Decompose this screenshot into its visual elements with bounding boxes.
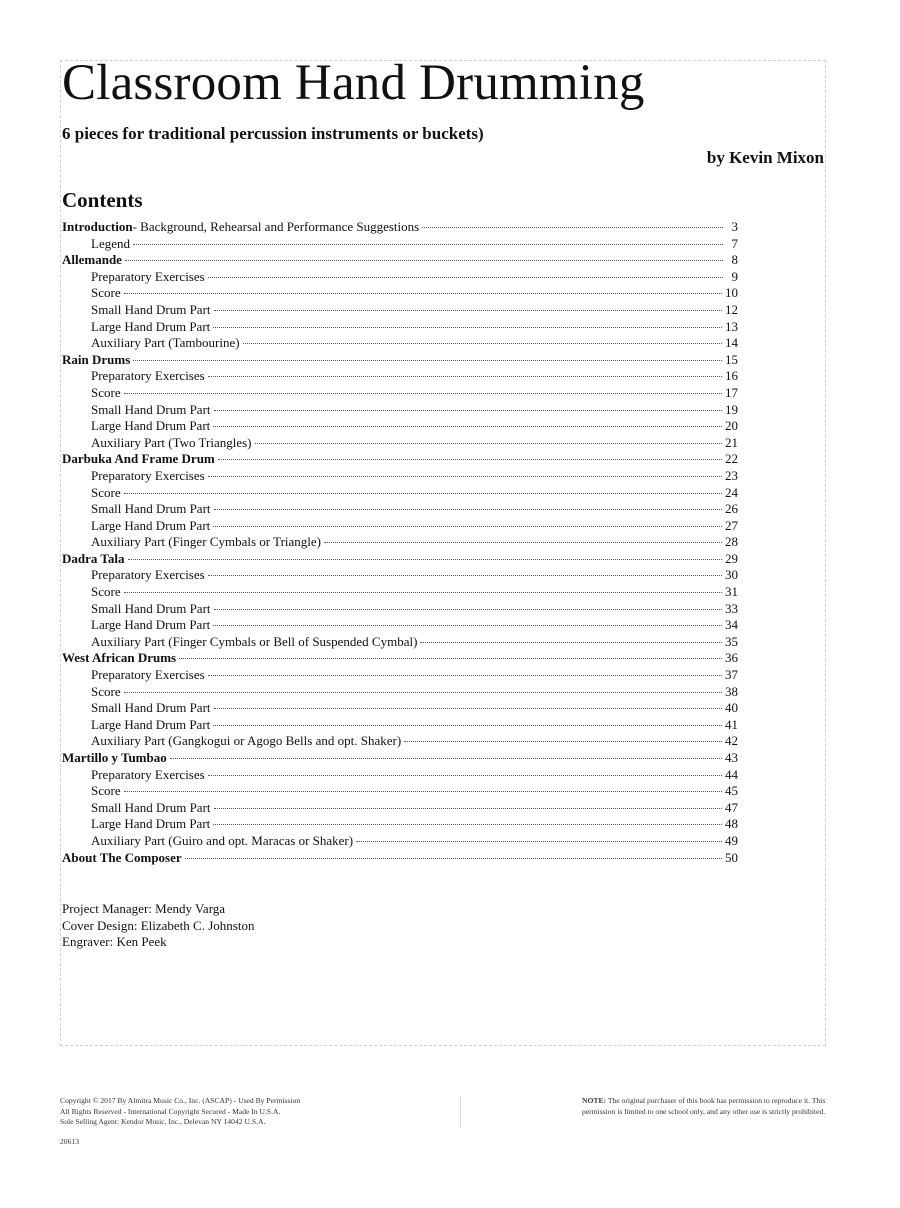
toc-page-number: 45 [725, 783, 738, 799]
toc-dot-leader [255, 443, 723, 444]
toc-entry-label: Preparatory Exercises [91, 268, 205, 284]
toc-subsection-entry [62, 717, 738, 734]
toc-page-number: 21 [725, 434, 738, 450]
toc-dot-leader [214, 310, 722, 311]
toc-dot-leader [356, 841, 722, 842]
toc-entry-label: Large Hand Drum Part [91, 617, 211, 633]
toc-subsection-entry [62, 435, 738, 452]
toc-subsection-entry [62, 634, 738, 651]
copyright-line: Sole Selling Agent: Kendor Music, Inc., Delevan NY 14042 U.S.A. [60, 1117, 266, 1126]
toc-dot-leader [124, 791, 722, 792]
toc-entry-label: Large Hand Drum Part [91, 517, 211, 533]
toc-page-number: 23 [725, 467, 738, 483]
toc-subsection-entry [62, 302, 738, 319]
toc-entry-label: Martillo y Tumbao [62, 750, 167, 765]
toc-dot-leader [214, 808, 722, 809]
toc-entry-label: Auxiliary Part (Two Triangles) [91, 434, 252, 450]
toc-dot-leader [128, 559, 723, 560]
toc-page-number: 50 [725, 849, 738, 865]
toc-entry-label: Auxiliary Part (Guiro and opt. Maracas or Shaker) [91, 832, 354, 848]
toc-dot-leader [214, 708, 722, 709]
toc-dot-leader [133, 360, 722, 361]
toc-page-number: 48 [725, 816, 738, 832]
toc-page-number: 13 [725, 318, 738, 334]
toc-section-entry [62, 750, 738, 767]
toc-entry-label: About The Composer [62, 849, 182, 865]
toc-dot-leader [243, 343, 722, 344]
toc-page-number: 24 [725, 484, 738, 500]
table-of-contents [62, 219, 738, 866]
toc-entry-label: Preparatory Exercises [91, 567, 205, 583]
toc-subsection-entry [62, 767, 738, 784]
toc-page-number: 36 [725, 650, 738, 666]
toc-dot-leader [213, 725, 722, 726]
toc-subsection-entry [62, 335, 738, 352]
toc-entry-label: Auxiliary Part (Finger Cymbals or Triangle) [91, 534, 322, 550]
toc-entry-label: Large Hand Drum Part [91, 816, 211, 832]
toc-subsection-entry [62, 418, 738, 435]
toc-page-number: 14 [725, 335, 738, 351]
toc-entry-label: Dadra Tala [62, 550, 125, 566]
toc-page-number: 12 [725, 301, 738, 317]
toc-subsection-entry [62, 816, 738, 833]
toc-subsection-entry [62, 468, 738, 485]
toc-page-number: 29 [725, 550, 738, 566]
toc-section-entry [62, 650, 738, 667]
toc-subsection-entry [62, 501, 738, 518]
toc-dot-leader [218, 459, 722, 460]
toc-entry-label: Score [91, 584, 121, 600]
toc-entry-label: Small Hand Drum Part [91, 501, 211, 517]
toc-entry-label: Preparatory Exercises [91, 467, 205, 483]
toc-dot-leader [124, 393, 722, 394]
toc-subsection-entry [62, 269, 738, 286]
toc-page-number: 37 [725, 667, 738, 683]
toc-dot-leader [208, 775, 722, 776]
toc-dot-leader [179, 658, 722, 659]
toc-dot-leader [213, 625, 722, 626]
toc-entry-label: Large Hand Drum Part [91, 716, 211, 732]
toc-dot-leader [208, 277, 723, 278]
note-text: The original purchaser of this book has permission to reproduce it. This permission is limited to one school only, and any other use is strictly prohibited. [582, 1096, 826, 1116]
toc-section-entry [62, 551, 738, 568]
toc-dot-leader [214, 609, 722, 610]
toc-page-number: 41 [725, 716, 738, 732]
toc-dot-leader [124, 692, 722, 693]
toc-page-number: 9 [731, 268, 738, 284]
toc-dot-leader [213, 327, 722, 328]
page-subtitle: 6 pieces for traditional percussion instruments or buckets) [62, 124, 484, 143]
toc-page-number: 28 [725, 534, 738, 550]
toc-page-number: 44 [725, 766, 738, 782]
toc-subsection-entry [62, 733, 738, 750]
toc-entry-label: West African Drums [62, 650, 177, 666]
credits [62, 901, 254, 951]
toc-page-number: 33 [725, 600, 738, 616]
toc-entry-label: Auxiliary Part (Finger Cymbals or Bell of Suspended Cymbal) [91, 633, 418, 649]
toc-page-number: 8 [731, 252, 738, 268]
toc-subsection-entry [62, 236, 738, 253]
toc-dot-leader [185, 858, 722, 859]
toc-page-number: 30 [725, 567, 738, 583]
toc-subsection-entry [62, 833, 738, 850]
toc-entry-label: Score [91, 484, 121, 500]
toc-dot-leader [213, 526, 722, 527]
toc-subsection-entry [62, 368, 738, 385]
toc-subsection-entry [62, 285, 738, 302]
note-label: NOTE: [582, 1096, 607, 1105]
toc-entry-label: Rain Drums [62, 351, 131, 367]
toc-page-number: 7 [731, 235, 738, 251]
toc-dot-leader [208, 376, 722, 377]
toc-section-entry [62, 252, 738, 269]
toc-subsection-entry [62, 667, 738, 684]
toc-entry-label: Auxiliary Part (Tambourine) [91, 335, 240, 351]
reproduction-note [582, 1096, 840, 1117]
toc-entry-label: Preparatory Exercises [91, 766, 205, 782]
toc-entry-label: Auxiliary Part (Gangkogui or Agogo Bells and opt. Shaker) [91, 733, 402, 749]
toc-page-number: 35 [725, 633, 738, 649]
toc-subsection-entry [62, 567, 738, 584]
toc-page-number: 20 [725, 418, 738, 434]
toc-dot-leader [124, 293, 722, 294]
copyright-line: All Rights Reserved - International Copyright Secured - Made In U.S.A. [60, 1106, 281, 1116]
toc-entry-label: Preparatory Exercises [91, 368, 205, 384]
toc-entry-label: Small Hand Drum Part [91, 600, 211, 616]
cover-design-credit: Cover Design: Elizabeth C. Johnston [62, 917, 255, 933]
toc-section-entry [62, 219, 738, 236]
toc-page-number: 10 [725, 285, 738, 301]
toc-entry-description: - Background, Rehearsal and Performance Suggestions [132, 219, 420, 234]
toc-page-number: 47 [725, 799, 738, 815]
project-manager-credit: Project Manager: Mendy Varga [62, 901, 226, 916]
toc-entry-label: Score [91, 783, 121, 799]
toc-page-number: 34 [725, 617, 738, 633]
engraver-credit: Engraver: Ken Peek [62, 934, 167, 949]
toc-dot-leader [214, 509, 722, 510]
copyright-line: Copyright © 2017 By Almitra Music Co., Inc. (ASCAP) - Used By Permission [60, 1096, 301, 1105]
toc-dot-leader [422, 227, 723, 228]
toc-entry-label: Small Hand Drum Part [91, 799, 211, 815]
toc-subsection-entry [62, 584, 738, 601]
toc-subsection-entry [62, 601, 738, 618]
toc-dot-leader [208, 575, 722, 576]
toc-entry-label: Score [91, 384, 121, 400]
toc-dot-leader [324, 542, 722, 543]
toc-subsection-entry [62, 385, 738, 402]
toc-entry-label: Small Hand Drum Part [91, 301, 211, 317]
toc-page-number: 22 [725, 451, 738, 467]
toc-entry-label: Score [91, 285, 121, 301]
toc-dot-leader [208, 675, 722, 676]
toc-page-number: 31 [725, 584, 738, 600]
toc-entry-label: Small Hand Drum Part [91, 700, 211, 716]
toc-entry-label: Score [91, 683, 121, 699]
toc-page-number: 3 [731, 219, 738, 234]
toc-subsection-entry [62, 402, 738, 419]
toc-page-number: 40 [725, 700, 738, 716]
toc-dot-leader [420, 642, 722, 643]
toc-section-entry [62, 451, 738, 468]
toc-page-number: 49 [725, 832, 738, 848]
toc-subsection-entry [62, 518, 738, 535]
toc-subsection-entry [62, 783, 738, 800]
toc-page-number: 26 [725, 501, 738, 517]
toc-section-entry [62, 850, 738, 867]
toc-page-number: 17 [725, 384, 738, 400]
toc-page-number: 42 [725, 733, 738, 749]
toc-subsection-entry [62, 800, 738, 817]
page-title: Classroom Hand Drumming [62, 55, 645, 111]
author-byline: by Kevin Mixon [706, 148, 824, 167]
toc-dot-leader [214, 410, 722, 411]
toc-subsection-entry [62, 534, 738, 551]
toc-page-number: 43 [725, 750, 738, 765]
catalog-number: 20613 [60, 1137, 79, 1146]
toc-subsection-entry [62, 485, 738, 502]
toc-entry-label: Allemande [62, 252, 122, 268]
toc-section-entry [62, 352, 738, 369]
toc-page-number: 15 [725, 351, 738, 367]
toc-entry-label: Introduction [62, 219, 133, 234]
toc-subsection-entry [62, 700, 738, 717]
toc-entry-label: Preparatory Exercises [91, 667, 205, 683]
toc-entry-label: Large Hand Drum Part [91, 318, 211, 334]
copyright-notice [60, 1096, 461, 1128]
toc-dot-leader [133, 244, 723, 245]
toc-page-number: 27 [725, 517, 738, 533]
toc-entry-label: Large Hand Drum Part [91, 418, 211, 434]
toc-entry-label: Darbuka And Frame Drum [62, 451, 215, 467]
toc-dot-leader [124, 592, 722, 593]
toc-dot-leader [124, 493, 722, 494]
toc-page-number: 38 [725, 683, 738, 699]
toc-subsection-entry [62, 617, 738, 634]
toc-entry-label: Legend [91, 235, 130, 251]
toc-dot-leader [213, 426, 722, 427]
toc-dot-leader [208, 476, 722, 477]
toc-page-number: 19 [725, 401, 738, 417]
contents-heading: Contents [62, 188, 143, 212]
toc-entry-label: Small Hand Drum Part [91, 401, 211, 417]
toc-subsection-entry [62, 684, 738, 701]
toc-dot-leader [170, 758, 722, 759]
toc-dot-leader [404, 741, 722, 742]
toc-subsection-entry [62, 319, 738, 336]
toc-dot-leader [125, 260, 723, 261]
toc-dot-leader [213, 824, 722, 825]
toc-page-number: 16 [725, 368, 738, 384]
